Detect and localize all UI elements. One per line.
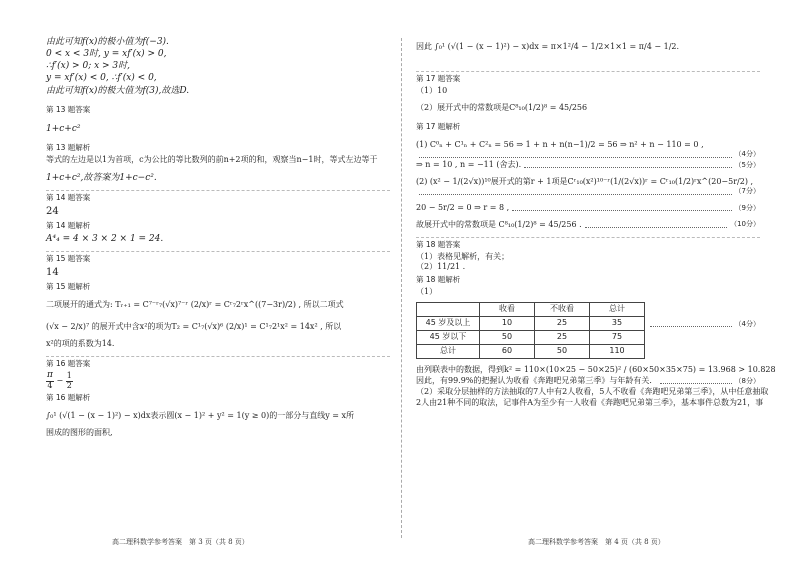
q18-answer-1: （1）表格见解析，有关； <box>416 251 510 261</box>
q12-line-3: ∴f′(x) > 0; x > 3时, <box>46 61 131 72</box>
q17-step4-row: 20 − 5r/2 = 0 ⇒ r = 8 , （9分） <box>416 202 760 212</box>
table-cell: 60 <box>480 345 535 359</box>
q13-answer: 1+c+c² <box>46 123 81 134</box>
q17-step3: (2) (x² − 1/(2√x))¹⁰展开式的第r + 1项是Cʳ₁₀(x²)¹⁰⁻ʳ(1/(2√x))ʳ = Cʳ₁₀(1/2)ʳx^(20−5r/2) , <box>416 176 754 186</box>
table-cell: 10 <box>480 317 535 331</box>
table-cell: 50 <box>535 345 590 359</box>
q17-analysis-heading: 第 17 题解析 <box>416 121 461 131</box>
table-cell: 总计 <box>417 345 480 359</box>
q17-step2-row: ⇒ n = 10 , n = −11 (舍去). （5分） <box>416 159 760 169</box>
q13-analysis-line2: 1+c+c²,故答案为1+c−c². <box>46 172 157 183</box>
footer-page-3: 高二理科数学参考答案 第 3 页（共 8 页） <box>112 538 249 546</box>
table-cell: 45 岁以下 <box>417 331 480 345</box>
q17-score-3: （7分） <box>416 187 760 196</box>
q18-analysis-heading: 第 18 题解析 <box>416 275 461 285</box>
q17-answer-2: （2）展开式中的常数项是C⁸₁₀(1/2)⁸ = 45/256 <box>416 102 588 112</box>
q15-answer-heading: 第 15 题答案 <box>46 253 91 263</box>
q18-part2-line1: （2）采取分层抽样的方法抽取的7人中有2人收看，5人不收看《奔跑吧兄弟第三季》，从中任意抽取 <box>416 386 769 396</box>
q17-step1: (1) C⁰ₙ + C¹ₙ + C²ₙ = 56 ⇒ 1 + n + n(n−1)/2 = 56 ⇒ n² + n − 110 = 0 , <box>416 139 704 149</box>
q16-answer-heading: 第 16 题答案 <box>46 359 91 369</box>
q14-analysis-heading: 第 14 题解析 <box>46 220 91 230</box>
table-cell: 25 <box>535 331 590 345</box>
q14-answer-heading: 第 14 题答案 <box>46 193 91 203</box>
table-score: （4分） <box>647 320 760 329</box>
contingency-table-wrap <box>416 298 760 359</box>
q15-answer: 14 <box>46 267 59 279</box>
contingency-table <box>416 302 645 359</box>
section-divider <box>46 251 390 252</box>
q17-answer-1: （1）10 <box>416 85 448 95</box>
q15-line3: x²的项的系数为14. <box>46 339 115 349</box>
q17-step5-row: 故展开式中的常数项是 C⁸₁₀(1/2)⁸ = 45/256 . （10分） <box>416 219 760 229</box>
q17-step2: ⇒ n = 10 , n = −11 (舍去). <box>416 159 522 169</box>
q18-conclusion-row: 因此，有99.9%的把握认为收看《奔跑吧兄弟第三季》与年龄有关． （8分） <box>416 375 760 385</box>
q15-line2: (√x − 2/x)⁷ 的展开式中含x²的项为T₂ = C¹₇(√x)⁶ (2/x)¹ = C¹₇2¹x² = 14x² , 所以 <box>46 322 342 332</box>
q16-answer: $\frac{\pi}{4}$ − $\frac{1}{2}$ <box>47 370 72 391</box>
table-cell: 收看 <box>480 303 535 317</box>
section-divider <box>416 237 760 238</box>
q16-conclusion: 因此 ∫₀¹ (√(1 − (x − 1)²) − x)dx = π×1²/4 − 1/2×1×1 = π/4 − 1/2. <box>416 42 680 51</box>
q12-line-1: 由此可知f(x)的极小值为f(−3). <box>46 37 169 47</box>
q13-analysis-line1: 等式的左边是以1为首项，c为公比的等比数列的前n+2项的和，观察当n−1时，等式左边等于 <box>46 155 378 165</box>
table-cell: 35 <box>590 317 645 331</box>
footer-page-4: 高二理科数学参考答案 第 4 页（共 8 页） <box>528 538 665 546</box>
table-cell: 45 岁及以上 <box>417 317 480 331</box>
page-4-column <box>416 36 776 408</box>
q13-analysis-heading: 第 13 题解析 <box>46 142 91 152</box>
table-cell: 总计 <box>590 303 645 317</box>
q18-conclusion: 因此，有99.9%的把握认为收看《奔跑吧兄弟第三季》与年龄有关． <box>416 375 658 385</box>
q16-answer-frac2: $\frac{1}{2}$ <box>66 370 72 390</box>
page-divider <box>401 38 402 538</box>
table-row <box>417 345 645 359</box>
q18-answer-2: （2）11/21 . <box>416 262 466 272</box>
table-cell <box>417 303 480 317</box>
q16-line2: 围成的图形的面积, <box>46 427 113 437</box>
q17-score-1: （4分） <box>416 150 760 159</box>
q12-line-5: 由此可知f(x)的极大值为f(3),故选D. <box>46 85 190 96</box>
section-divider <box>46 190 390 191</box>
section-divider <box>46 356 390 357</box>
q15-line1: 二项展开的通式为: Tᵣ₊₁ = C⁷⁻ʳ₇(√x)⁷⁻ʳ (2/x)ʳ = Cʳ₇2ʳx^((7−3r)/2) , 所以二项式 <box>46 299 344 309</box>
table-cell: 不收看 <box>535 303 590 317</box>
q12-line-4: y = xf′(x) < 0, ∴f′(x) < 0, <box>46 73 157 84</box>
section-divider <box>416 71 760 72</box>
table-row <box>417 317 645 331</box>
table-cell: 50 <box>480 331 535 345</box>
page-3-column <box>46 36 390 439</box>
q12-line-2: 0 < x < 3时, y = xf′(x) > 0, <box>46 49 167 60</box>
q16-analysis-heading: 第 16 题解析 <box>46 392 91 402</box>
q18-chi-square: 由列联表中的数据，得到k² = 110×(10×25 − 50×25)² / (60×50×35×75) = 13.968 > 10.828 <box>416 365 776 375</box>
q18-part2-line2: 2人由21种不同的取法，记事件A为至少有一人收看《奔跑吧兄弟第三季》，基本事件总数为21，事 <box>416 397 764 407</box>
q17-step5: 故展开式中的常数项是 C⁸₁₀(1/2)⁸ = 45/256 . <box>416 219 582 229</box>
table-row <box>417 331 645 345</box>
q13-answer-heading: 第 13 题答案 <box>46 104 91 114</box>
table-cell: 25 <box>535 317 590 331</box>
q18-part1-label: （1） <box>416 287 438 297</box>
q17-answer-heading: 第 17 题答案 <box>416 73 461 83</box>
q14-analysis: A⁴₄ = 4 × 3 × 2 × 1 = 24. <box>46 233 164 244</box>
q15-analysis-heading: 第 15 题解析 <box>46 281 91 291</box>
q17-step4: 20 − 5r/2 = 0 ⇒ r = 8 , <box>416 202 510 212</box>
q18-answer-heading: 第 18 题答案 <box>416 239 461 249</box>
q12-analysis-continued <box>46 36 390 97</box>
table-cell: 110 <box>590 345 645 359</box>
table-cell: 75 <box>590 331 645 345</box>
table-header-row <box>417 303 645 317</box>
q16-line1: ∫₀¹ (√(1 − (x − 1)²) − x)dx表示圆(x − 1)² + y² = 1(y ≥ 0)的一部分与直线y = x所 <box>46 411 355 420</box>
q16-answer-frac1: $\frac{\pi}{4}$ <box>47 370 53 391</box>
q14-answer: 24 <box>46 206 59 218</box>
